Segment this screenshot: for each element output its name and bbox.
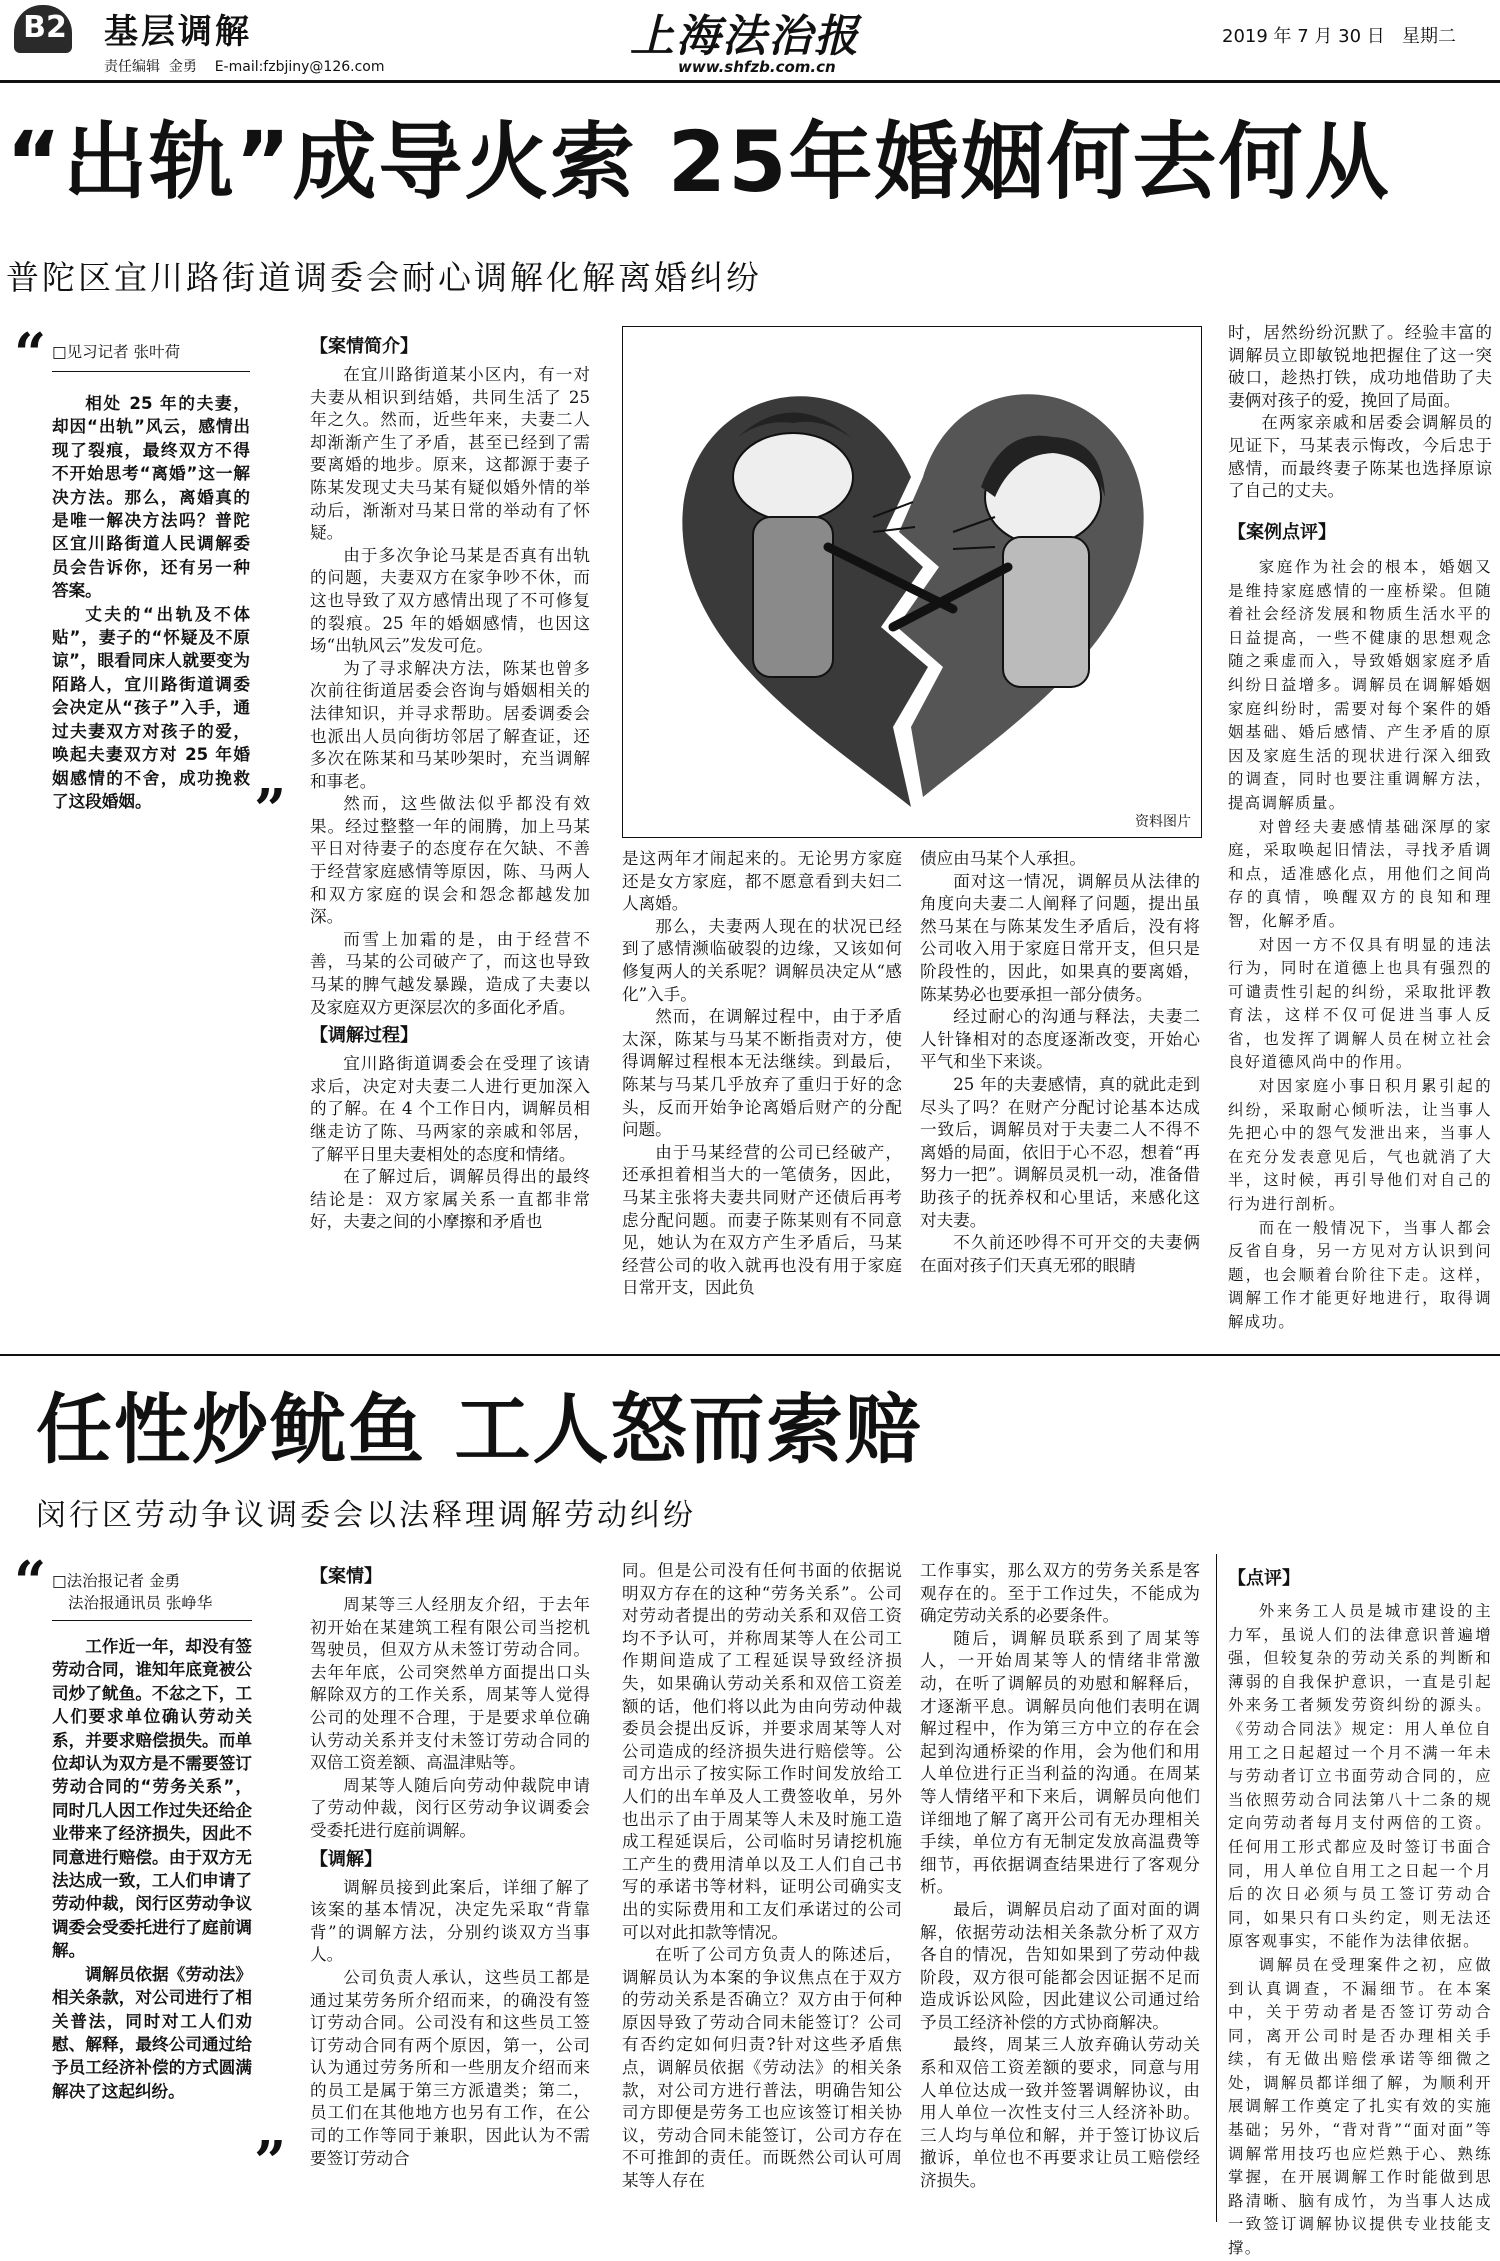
body-paragraph: 经过耐心的沟通与释法，夫妻二人针锋相对的态度逐渐改变，开始心平气和坐下来谈。 xyxy=(920,1007,1200,1072)
article-divider xyxy=(0,1354,1500,1356)
issue-date: 2019 年 7 月 30 日 星期二 xyxy=(1222,26,1456,47)
body-paragraph: 而雪上加霜的是，由于经营不善，马某的公司破产了，而这也导致马某的脾气越发暴躁，造成了夫妻以及家庭双方更深层次的多面化矛盾。 xyxy=(310,929,590,1017)
close-quote-mark: ” xyxy=(254,777,287,843)
article2-byline-1: □法治报记者 金勇 xyxy=(52,1572,181,1590)
body-paragraph: 最后，调解员启动了面对面的调解，依据劳动法相关条款分析了双方各自的情况，告知如果到了劳动仲裁阶段，双方很可能都会因证据不足而造成诉讼风险，因此建议公司通过给予员工经济补偿的方式协商解决。 xyxy=(920,1899,1200,2032)
illustration-broken-heart xyxy=(622,326,1202,838)
lead-paragraph: 工作近一年，却没有签劳动合同，谁知年底竟被公司炒了鱿鱼。不忿之下，工人们要求单位确认劳动关系，并要求赔偿损失。而单位却认为双方是不需要签订劳动合同的“劳务关系”，同时几人因工作过失还给企业带来了经济损失，因此不同意进行赔偿。由于双方无法达成一致，工人们申请了劳动仲裁，闵行区劳动争议调委会受委托进行了庭前调解。 xyxy=(52,1637,252,1961)
body-paragraph: 公司负责人承认，这些员工都是通过某劳务所介绍而来，的确没有签订劳动合同。公司没有和这些员工签订劳动合同有两个原因，第一，公司认为通过劳务所和一些朋友介绍而来的员工是属于第三方派遣类；第二，员工们在其他地方也另有工作，在公司的工作等同于兼职，因此认为不需要签订劳动合 xyxy=(310,1967,590,2168)
article2-headline: 任性炒鱿鱼 工人怒而索赔 xyxy=(36,1385,923,1474)
masthead-rule xyxy=(0,80,1500,83)
commentary-paragraph: 外来务工人员是城市建设的主力军，虽说人们的法律意识普遍增强，但较复杂的劳动关系的判断和薄弱的自我保护意识，一直是引起外来务工者频发劳资纠纷的源头。《劳动合同法》规定：用人单位自用工之日起超过一个月不满一年未与劳动者订立书面劳动合同的，应当依照劳动合同法第八十二条的规定向劳动者每月支付两倍的工资。任何用工形式都应及时签订书面合同，用人单位自用工之日起一个月后的次日必须与员工签订劳动合同，如果只有口头约定，则无法还原客观事实，不能作为法律依据。 xyxy=(1228,1602,1492,1951)
article1-byline: □见习记者 张叶荷 xyxy=(52,343,181,361)
body-paragraph: 宜川路街道调委会在受理了该请求后，决定对夫妻二人进行更加深入的了解。在 4 个工作日内，调解员相继走访了陈、马两家的亲戚和邻居，了解平日里夫妻相处的态度和情绪。 xyxy=(310,1054,590,1164)
article2-commentary xyxy=(1228,1600,1492,2258)
article2-byline-rule xyxy=(52,1620,252,1621)
article1-lead xyxy=(52,341,250,811)
body-paragraph: 是这两年才闹起来的。无论男方家庭还是女方家庭，都不愿意看到夫妇二人离婚。 xyxy=(622,849,902,914)
body-paragraph: 在宜川路街道某小区内，有一对夫妻从相识到结婚，共同生活了 25 年之久。然而，近些年来，夫妻二人却渐渐产生了矛盾，甚至已经到了需要离婚的地步。原来，这都源于妻子陈某发现丈夫马某有疑似婚外情的举动后，渐渐对马某日常的举动有了怀疑。 xyxy=(310,365,590,543)
article1-byline-rule xyxy=(52,371,250,372)
body-paragraph: 在两家亲戚和居委会调解员的见证下，马某表示悔改，今后忠于感情，而最终妻子陈某也选择原谅了自己的丈夫。 xyxy=(1228,413,1492,501)
article1-column-5 xyxy=(1228,322,1492,510)
body-paragraph: 在了解过后，调解员得出的最终结论是：双方家属关系一直都非常好，夫妻之间的小摩擦和矛盾也 xyxy=(310,1167,590,1232)
lead-paragraph: 相处 25 年的夫妻，却因“出轨”风云，感情出现了裂痕，最终双方不得不开始思考“离婚”这一解决方法。那么，离婚真的是唯一解决方法吗？普陀区宜川路街道人民调解委员会告诉你，还有另一种答案。 xyxy=(52,394,250,601)
commentary-box-border xyxy=(1216,1554,1217,2222)
body-paragraph: 然而，这些做法似乎都没有效果。经过整整一年的闹腾，加上马某平日对待妻子的态度存在欠缺、不善于经营家庭感情等原因，陈、马两人和双方家庭的误会和怨念都越发加深。 xyxy=(310,794,590,927)
article1-column-3 xyxy=(622,848,902,1326)
article2-subhead: 闵行区劳动争议调委会以法释理调解劳动纠纷 xyxy=(36,1498,696,1533)
article1-headline: “出轨”成导火索 25年婚姻何去何从 xyxy=(6,113,1391,211)
section-heading: 【案情简介】 xyxy=(310,336,418,357)
body-paragraph: 为了寻求解决方法，陈某也曾多次前往街道居委会咨询与婚姻相关的法律知识，并寻求帮助。居委调委会也派出人员向街坊邻居了解查证，还多次在陈某和马某吵架时，充当调解和事老。 xyxy=(310,658,590,791)
body-paragraph: 面对这一情况，调解员从法律的角度向夫妻二人阐释了问题，提出虽然马某在与陈某发生矛盾后，没有将公司收入用于家庭日常开支，但只是阶段性的，因此，如果真的要离婚，陈某势必也要承担一部分债务。 xyxy=(920,871,1200,1004)
body-paragraph: 同。但是公司没有任何书面的依据说明双方存在的这种“劳务关系”。公司对劳动者提出的劳动关系和双倍工资均不予认可，并称周某等人在公司工作期间造成了工程延误导致经济损失，如果确认劳动关系和双倍工资差额的话，他们将以此为由向劳动仲裁委员会提出反诉，并要求周某等人对公司造成的经济损失进行赔偿等。公司方出示了按实际工作时间发放给工人们的出车单及人工费签收单，另外也出示了由于周某等人未及时施工造成工程延误后，公司临时另请挖机施工产生的费用清单以及工人们自己书写的承诺书等材料，证明公司确实支出的实际费用和工友们承诺过的公司可以对此扣款等情况。 xyxy=(622,1561,902,1942)
newspaper-url: www.shfzb.com.cn xyxy=(678,58,836,76)
body-paragraph: 那么，夫妻两人现在的状况已经到了感情濒临破裂的边缘，又该如何修复两人的关系呢？调解员决定从“感化”入手。 xyxy=(622,916,902,1004)
article2-column-4 xyxy=(920,1560,1200,2226)
section-heading: 【点评】 xyxy=(1228,1568,1300,1589)
editor-line: 责任编辑 金勇 E-mail:fzbjiny@126.com xyxy=(104,59,385,75)
section-heading: 【调解过程】 xyxy=(310,1025,418,1047)
commentary-paragraph: 对因一方不仅具有明显的违法行为，同时在道德上也具有强烈的可谴责性引起的纠纷，采取批评教育法，这样不仅可促进当事人反省，也发挥了调解人员在树立社会良好道德风尚中的作用。 xyxy=(1228,935,1492,1072)
broken-heart-illustration xyxy=(623,327,1201,837)
commentary-paragraph: 家庭作为社会的根本，婚姻又是维持家庭感情的一座桥梁。但随着社会经济发展和物质生活水平的日益提高，一些不健康的思想观念随之乘虚而入，导致婚姻家庭矛盾纠纷日益增多。调解员在调解婚姻家庭纠纷时，需要对每个案件的婚姻基础、婚后感情、产生矛盾的原因及家庭生活的现状进行深入细致的调查，同时也要注重调解方法，提高调解质量。 xyxy=(1228,558,1492,812)
body-paragraph: 在听了公司方负责人的陈述后，调解员认为本案的争议焦点在于双方的劳动关系是否确立？双方由于何种原因导致了劳动合同未能签订？公司有否约定如何归责?针对这些矛盾焦点，调解员依据《劳动法》的相关条款，对公司方进行普法，明确告知公司方即便是劳务工也应该签订相关协议，劳动合同未能签订，公司方存在不可推卸的责任。而既然公司认可周某等人存在 xyxy=(622,1945,902,2191)
body-paragraph: 工作事实，那么双方的劳务关系是客观存在的。至于工作过失，不能成为确定劳动关系的必要条件。 xyxy=(920,1561,1200,1626)
body-paragraph: 然而，在调解过程中，由于矛盾太深，陈某与马某不断指责对方，使得调解过程根本无法继续。到最后，陈某与马某几乎放弃了重归于好的念头，反而开始争论离婚后财产的分配问题。 xyxy=(622,1007,902,1140)
close-quote-mark: ” xyxy=(254,2129,287,2195)
article2-lead xyxy=(52,1570,252,2210)
article1-commentary xyxy=(1228,556,1492,1331)
section-title: 基层调解 xyxy=(104,12,252,52)
body-paragraph: 调解员接到此案后，详细了解了该案的基本情况，决定先采取“背靠背”的调解方法，分别约谈双方当事人。 xyxy=(310,1877,590,1965)
body-paragraph: 最终，周某三人放弃确认劳动关系和双倍工资差额的要求，同意与用人单位达成一致并签署调解协议，由用人单位一次性支付三人经济补助。三人均与单位和解，并于签订协议后撤诉，单位也不再要求让员工赔偿经济损失。 xyxy=(920,2035,1200,2191)
body-paragraph: 周某等三人经朋友介绍，于去年初开始在某建筑工程有限公司当挖机驾驶员，但双方从未签订劳动合同。去年年底，公司突然单方面提出口头解除双方的工作关系，周某等人觉得公司的处理不合理，于是要求单位确认劳动关系并支付未签订劳动合同的双倍工资差额、高温津贴等。 xyxy=(310,1595,590,1773)
lead-paragraph: 丈夫的“出轨及不体贴”，妻子的“怀疑及不原谅”，眼看同床人就要变为陌路人，宜川路街道调委会决定从“孩子”入手，通过夫妻双方对孩子的爱，唤起夫妻双方对 25 年婚姻感情的不舍，成功挽救了这段婚姻。 xyxy=(52,604,250,811)
commentary-paragraph: 对因家庭小事日积月累引起的纠纷，采取耐心倾听法，让当事人先把心中的怨气发泄出来，当事人在充分发表意见后，气也就消了大半，这时候，再引导他们对自己的行为进行剖析。 xyxy=(1228,1077,1492,1214)
section-heading: 【案例点评】 xyxy=(1228,522,1336,543)
masthead xyxy=(0,0,1500,82)
body-paragraph: 由于马某经营的公司已经破产，还承担着相当大的一笔债务，因此，马某主张将夫妻共同财产还债后再考虑分配问题。而妻子陈某则有不同意见，她认为在双方产生矛盾后，马某经营公司的收入就再也没有用于家庭日常开支，因此负 xyxy=(622,1142,902,1298)
newspaper-logo: 上海法治报 xyxy=(630,11,860,62)
section-heading: 【调解】 xyxy=(310,1848,382,1870)
article1-column-2 xyxy=(310,330,590,1320)
body-paragraph: 随后，调解员联系到了周某等人，一开始周某等人的情绪非常激动，在听了调解员的劝慰和解释后，才逐渐平息。调解员向他们表明在调解过程中，作为第三方中立的存在会起到沟通桥梁的作用，会为他们和用人单位进行正当利益的沟通。在周某等人情绪平和下来后，调解员向他们详细地了解了离开公司有无办理相关手续，单位方有无制定发放高温费等细节，再依据调查结果进行了客观分析。 xyxy=(920,1628,1200,1897)
image-caption: 资料图片 xyxy=(1133,811,1193,831)
article2-byline-2: 法治报通讯员 张峥华 xyxy=(68,1594,213,1612)
open-quote-mark: “ xyxy=(14,321,47,387)
commentary-paragraph: 而在一般情况下，当事人都会反省自身，另一方见对方认识到问题，也会顺着台阶往下走。这样，调解工作才能更好地进行，取得调解成功。 xyxy=(1228,1218,1492,1331)
commentary-paragraph: 对曾经夫妻感情基础深厚的家庭，采取唤起旧情法，寻找矛盾调和点，适准感化点，用他们之间尚存的真情，唤醒双方的良知和理智，化解矛盾。 xyxy=(1228,817,1492,930)
lead-paragraph: 调解员依据《劳动法》相关条款，对公司进行了相关普法，同时对工人们劝慰、解释，最终公司通过给予员工经济补偿的方式圆满解决了这起纠纷。 xyxy=(52,1964,252,2101)
body-paragraph: 不久前还吵得不可开交的夫妻俩在面对孩子们天真无邪的眼睛 xyxy=(920,1233,1200,1275)
body-paragraph: 25 年的夫妻感情，真的就此走到尽头了吗？在财产分配讨论基本达成一致后，调解员对于夫妻二人不得不离婚的局面，依旧于心不忍，想着“再努力一把”。调解员灵机一动，准备借助孩子的抚养权和心里话，来感化这对夫妻。 xyxy=(920,1074,1200,1230)
body-paragraph: 周某等人随后向劳动仲裁院申请了劳动仲裁，闵行区劳动争议调委会受委托进行庭前调解。 xyxy=(310,1775,590,1840)
section-heading: 【案情】 xyxy=(310,1566,382,1587)
commentary-paragraph: 调解员在受理案件之初，应做到认真调查，不漏细节。在本案中，关于劳动者是否签订劳动合同，离开公司时是否办理相关手续，有无做出赔偿承诺等细微之处，调解员都详细了解，为顺利开展调解工作奠定了扎实有效的实施基础；另外，“背对背”“面对面”等调解常用技巧也应烂熟于心、熟练掌握，在开展调解工作时能做到思路清晰、脑有成竹，为当事人达成一致签订调解协议提供专业技能支撑。 xyxy=(1228,1955,1492,2258)
article2-column-2 xyxy=(310,1560,590,2226)
article2-column-3 xyxy=(622,1560,902,2226)
page-number: B2 xyxy=(23,10,67,45)
article1-subhead: 普陀区宜川路街道调委会耐心调解化解离婚纠纷 xyxy=(6,258,762,297)
body-paragraph: 时，居然纷纷沉默了。经验丰富的调解员立即敏锐地把握住了这一突破口，趁热打铁，成功地借助了夫妻俩对孩子的爱，挽回了局面。 xyxy=(1228,323,1492,410)
body-paragraph: 债应由马某个人承担。 xyxy=(920,849,1086,868)
open-quote-mark: “ xyxy=(14,1549,47,1615)
article1-column-4 xyxy=(920,848,1200,1326)
body-paragraph: 由于多次争论马某是否真有出轨的问题，夫妻双方在家争吵不休，而这也导致了双方感情出现了不可修复的裂痕。25 年的婚姻感情，也因这场“出轨风云”发发可危。 xyxy=(310,545,590,656)
